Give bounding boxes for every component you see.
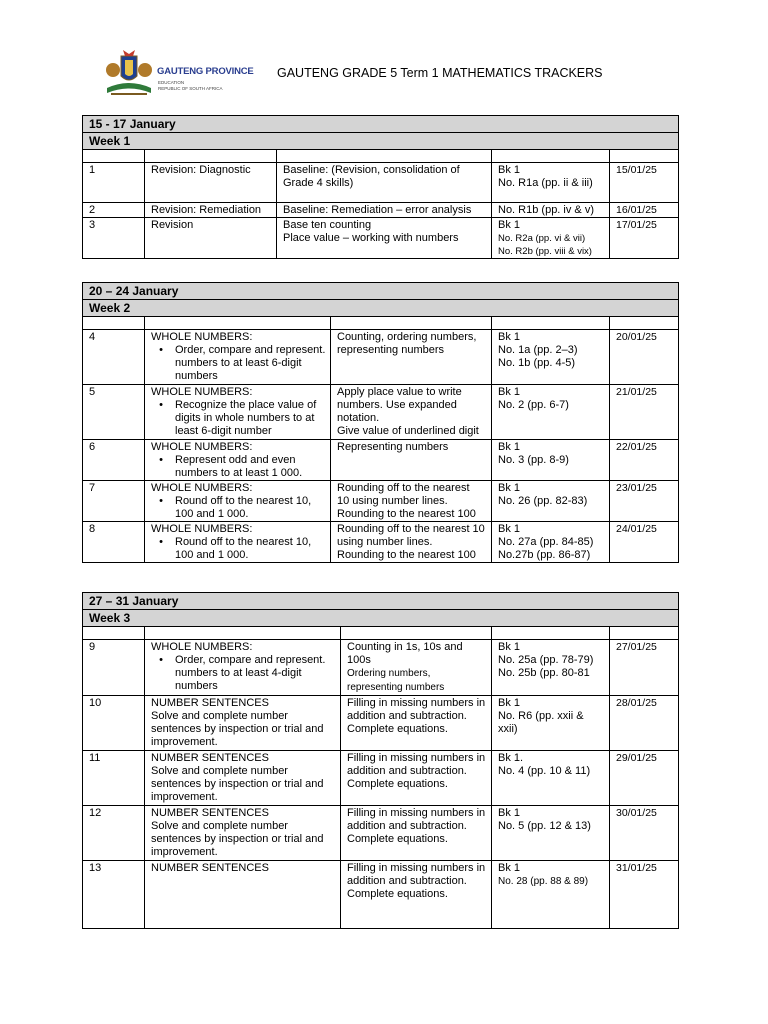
lesson-date: 31/01/25 (610, 861, 679, 929)
page-ref: No. 28 (pp. 88 & 89) (498, 876, 589, 887)
lesson-resource (492, 522, 610, 563)
lesson-number: 10 (83, 696, 145, 751)
page-ref: No.27b (pp. 86-87) (498, 549, 591, 561)
lesson-topic (145, 696, 341, 751)
topic-heading: NUMBER SENTENCES (151, 697, 269, 709)
lesson-number: 7 (83, 481, 145, 522)
lesson-content: Filling in missing numbers in addition and subtraction. Complete equations. (341, 696, 492, 751)
page-ref: No. R2b (pp. viii & vix) (498, 246, 592, 257)
lesson-topic (145, 481, 331, 522)
page-ref: No. 5 (pp. 12 & 13) (498, 820, 591, 832)
lesson-resource (492, 861, 610, 929)
topic-bullet: • Round off to the nearest 10, 100 and 1 000. (153, 495, 312, 520)
week-dates: 20 – 24 January (83, 283, 679, 300)
topic-text: Solve and complete number sentences by inspection or trial and improvement. (151, 710, 324, 748)
lesson-number: 1 (83, 163, 145, 203)
lesson-number: 11 (83, 751, 145, 806)
logo-name: GAUTENG PROVINCE (157, 66, 254, 77)
page-header (0, 0, 768, 110)
lesson-content: Representing numbers (331, 440, 492, 481)
bullet-icon: • (153, 399, 163, 411)
lesson-resource (492, 806, 610, 861)
topic-bullet: • Round off to the nearest 10, 100 and 1 000. (153, 536, 312, 561)
lesson-topic (145, 806, 341, 861)
table-row (83, 640, 679, 696)
book-ref: Bk 1 (498, 219, 521, 231)
page-ref: No. R6 (pp. xxii & xxii) (498, 710, 584, 735)
week-label: Week 2 (83, 300, 679, 317)
lesson-number: 13 (83, 861, 145, 929)
lesson-date: 22/01/25 (610, 440, 679, 481)
content-line: Counting in 1s, 10s and 100s (347, 641, 463, 666)
lesson-content: Filling in missing numbers in addition and subtraction. Complete equations. (341, 806, 492, 861)
lesson-content (277, 218, 492, 259)
topic-bullet: • Represent odd and even numbers to at least 1 000. (153, 454, 303, 479)
week-label: Week 1 (83, 133, 679, 150)
topic-heading: WHOLE NUMBERS: (151, 386, 253, 398)
lesson-topic (145, 751, 341, 806)
lesson-date: 20/01/25 (610, 330, 679, 385)
content-line: Rounding to the nearest 100 (337, 508, 476, 520)
page-ref: No. 2 (pp. 6-7) (498, 399, 569, 411)
page-ref: No. 4 (pp. 10 & 11) (498, 765, 591, 777)
topic-heading: NUMBER SENTENCES (151, 807, 269, 819)
lesson-content (331, 385, 492, 440)
lesson-date: 29/01/25 (610, 751, 679, 806)
page-ref: No. 1b (pp. 4-5) (498, 357, 576, 369)
page-ref: No. 26 (pp. 82-83) (498, 495, 588, 507)
bullet-icon: • (153, 495, 163, 507)
lesson-content (331, 522, 492, 563)
table-row (83, 163, 679, 203)
spacer-row (83, 150, 679, 163)
week-2-table (82, 282, 679, 563)
lesson-resource (492, 440, 610, 481)
book-ref: Bk 1 (498, 523, 521, 535)
lesson-resource (492, 218, 610, 259)
lesson-content: Baseline: (Revision, consolidation of Grade 4 skills) (277, 163, 492, 203)
lesson-number: 2 (83, 203, 145, 218)
topic-bullet: • Order, compare and represent. numbers to at least 6-digit numbers (153, 344, 326, 382)
lesson-date: 23/01/25 (610, 481, 679, 522)
table-row (83, 481, 679, 522)
book-ref: Bk 1 (498, 164, 521, 176)
table-row (83, 440, 679, 481)
lesson-number: 3 (83, 218, 145, 259)
lesson-number: 8 (83, 522, 145, 563)
lesson-resource (492, 481, 610, 522)
book-ref: Bk 1 (498, 386, 521, 398)
lesson-date: 21/01/25 (610, 385, 679, 440)
book-ref: Bk 1 (498, 482, 521, 494)
lesson-content: Counting, ordering numbers, representing numbers (331, 330, 492, 385)
topic-heading: WHOLE NUMBERS: (151, 523, 253, 535)
lesson-topic: Revision (145, 218, 277, 259)
lesson-topic: Revision: Remediation (145, 203, 277, 218)
page-ref: No. R2a (pp. vi & vii) (498, 233, 586, 244)
content-line: Base ten counting (283, 219, 372, 231)
lesson-resource (492, 163, 610, 203)
page-ref: No. 25b (pp. 80-81 (498, 667, 590, 679)
content-line: using number lines. (337, 536, 433, 548)
week-3-table (82, 592, 679, 929)
topic-heading: WHOLE NUMBERS: (151, 441, 253, 453)
lesson-date: 30/01/25 (610, 806, 679, 861)
coat-of-arms-icon (101, 48, 157, 98)
content-line: Rounding to the nearest 100 (337, 549, 476, 561)
topic-text: Solve and complete number sentences by inspection or trial and improvement. (151, 765, 324, 803)
book-ref: Bk 1 (498, 641, 521, 653)
table-row (83, 806, 679, 861)
lesson-date: 24/01/25 (610, 522, 679, 563)
lesson-topic (145, 522, 331, 563)
page-ref: No. 1a (pp. 2–3) (498, 344, 578, 356)
week-1-table (82, 115, 679, 259)
lesson-content (331, 481, 492, 522)
topic-text: Solve and complete number sentences by inspection or trial and improvement. (151, 820, 324, 858)
spacer-row (83, 317, 679, 330)
page-ref: No. R1a (pp. ii & iii) (498, 177, 593, 189)
book-ref: Bk 1 (498, 807, 521, 819)
topic-bullet: • Order, compare and represent. numbers to at least 4-digit numbers (153, 654, 326, 692)
table-row (83, 751, 679, 806)
content-line: 10 using number lines. (337, 495, 448, 507)
topic-heading: WHOLE NUMBERS: (151, 641, 253, 653)
week-dates: 15 - 17 January (83, 116, 679, 133)
lesson-topic (145, 385, 331, 440)
lesson-number: 6 (83, 440, 145, 481)
lesson-content: Filling in missing numbers in addition and subtraction. Complete equations. (341, 751, 492, 806)
bullet-icon: • (153, 454, 163, 466)
lesson-topic (145, 440, 331, 481)
lesson-resource (492, 330, 610, 385)
lesson-date: 27/01/25 (610, 640, 679, 696)
book-ref: Bk 1 (498, 331, 521, 343)
topic-heading: NUMBER SENTENCES (151, 862, 269, 874)
lesson-topic (145, 861, 341, 929)
lesson-content (341, 640, 492, 696)
lesson-number: 12 (83, 806, 145, 861)
lesson-date: 15/01/25 (610, 163, 679, 203)
content-line: Ordering numbers, representing numbers (347, 668, 445, 693)
lesson-number: 5 (83, 385, 145, 440)
table-row (83, 522, 679, 563)
lesson-resource (492, 751, 610, 806)
table-row (83, 330, 679, 385)
bullet-icon: • (153, 344, 163, 356)
bullet-icon: • (153, 536, 163, 548)
table-row (83, 385, 679, 440)
week-label: Week 3 (83, 610, 679, 627)
lesson-resource (492, 696, 610, 751)
logo-country: REPUBLIC OF SOUTH AFRICA (158, 86, 223, 91)
bullet-icon: • (153, 654, 163, 666)
lesson-date: 28/01/25 (610, 696, 679, 751)
lesson-date: 17/01/25 (610, 218, 679, 259)
topic-heading: WHOLE NUMBERS: (151, 331, 253, 343)
week-dates: 27 – 31 January (83, 593, 679, 610)
topic-heading: WHOLE NUMBERS: (151, 482, 253, 494)
lesson-topic (145, 640, 341, 696)
page-ref: No. 27a (pp. 84-85) (498, 536, 594, 548)
content-line: Rounding off to the nearest (337, 482, 470, 494)
topic-bullet: • Recognize the place value of digits in whole numbers to at least 6-digit number (153, 399, 317, 437)
table-row (83, 218, 679, 259)
book-ref: Bk 1 (498, 441, 521, 453)
logo-subtitle: EDUCATION (158, 80, 185, 85)
lesson-content: Baseline: Remediation – error analysis (277, 203, 492, 218)
content-line: Give value of underlined digit (337, 425, 479, 437)
lesson-number: 4 (83, 330, 145, 385)
lesson-content: Filling in missing numbers in addition and subtraction. Complete equations. (341, 861, 492, 929)
table-row (83, 203, 679, 218)
book-ref: Bk 1 (498, 697, 521, 709)
page-ref: No. 3 (pp. 8-9) (498, 454, 569, 466)
content-line: Rounding off to the nearest 10 (337, 523, 485, 535)
book-ref: Bk 1. (498, 752, 524, 764)
document-title: GAUTENG GRADE 5 Term 1 MATHEMATICS TRACKERS (277, 66, 603, 80)
book-ref: Bk 1 (498, 862, 521, 874)
lesson-resource (492, 640, 610, 696)
lesson-topic (145, 330, 331, 385)
page-ref: No. 25a (pp. 78-79) (498, 654, 594, 666)
table-row (83, 861, 679, 929)
table-row (83, 696, 679, 751)
content-line: Apply place value to write numbers. Use expanded notation. (337, 386, 462, 424)
gauteng-logo (101, 48, 254, 98)
lesson-resource (492, 385, 610, 440)
content-line: Place value – working with numbers (283, 232, 459, 244)
topic-heading: NUMBER SENTENCES (151, 752, 269, 764)
lesson-topic: Revision: Diagnostic (145, 163, 277, 203)
lesson-date: 16/01/25 (610, 203, 679, 218)
spacer-row (83, 627, 679, 640)
lesson-resource: No. R1b (pp. iv & v) (492, 203, 610, 218)
lesson-number: 9 (83, 640, 145, 696)
